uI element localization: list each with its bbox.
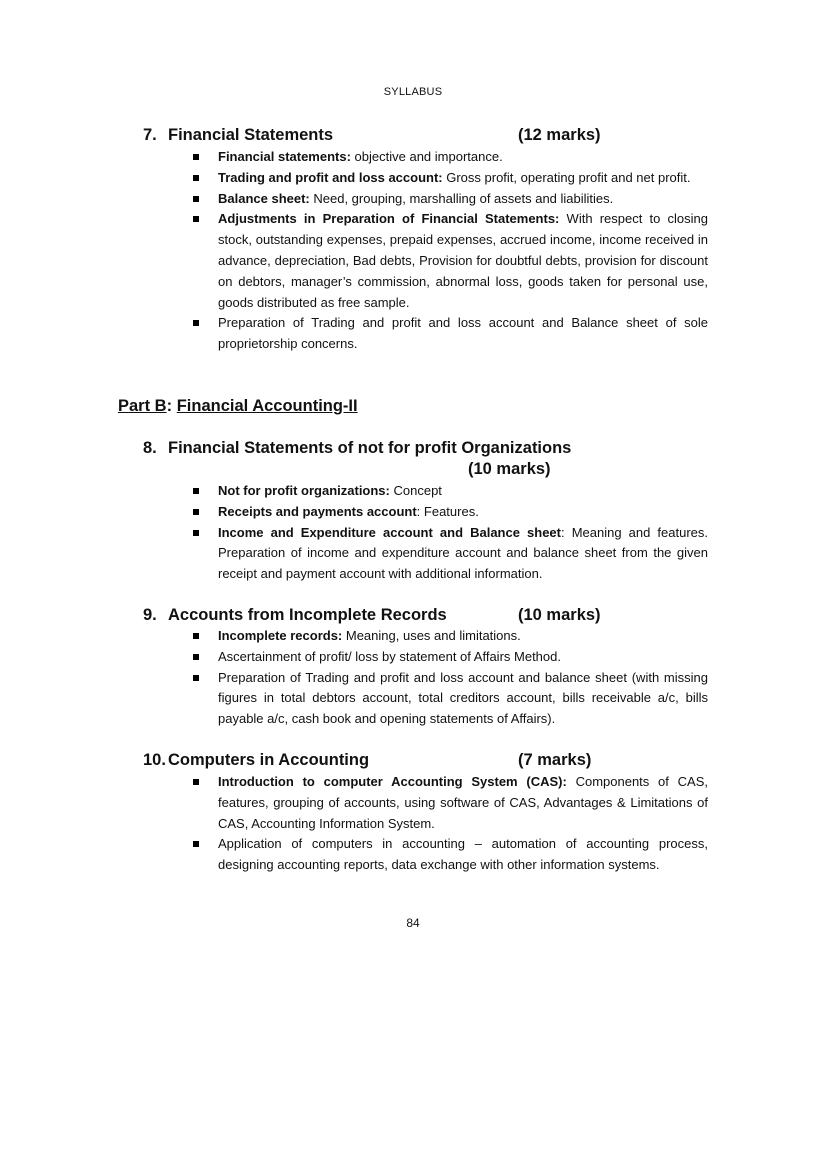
page-number: 84 [406,916,420,930]
part-title: Financial Accounting-II [176,397,358,415]
list-item: Introduction to computer Accounting System (CAS): Components of CAS, features, grouping of accounts, using software of CAS, Advantages & Limitations of CAS, Accounting Information System. [218,772,708,834]
list-item: Income and Expenditure account and Balance sheet: Meaning and features. Preparation of income and expenditure account and balance sheet from the given receipt and payment account with additional information. [218,523,708,585]
list-item: Adjustments in Preparation of Financial Statements: With respect to closing stock, outstanding expenses, prepaid expenses, accrued income, income received in advance, depreciation, Bad debts, Provision for doubtful debts, provision for discount on debtors, manager’s commission, abnormal loss, goods taken for personal use, goods distributed as free sample. [218,209,708,313]
list-item: Financial statements: objective and importance. [218,147,708,168]
list-item: Preparation of Trading and profit and loss account and balance sheet (with missing figures in total debtors account, total creditors account, bills receivable a/c, bills payable a/c, cash book and opening statements of Affairs). [218,668,708,730]
section-title: Computers in Accounting [168,751,370,769]
list-item: Balance sheet: Need, grouping, marshalling of assets and liabilities. [218,189,708,210]
section-10-list [218,772,708,876]
part-label: Part B [118,397,167,415]
section-title: Financial Statements [168,126,334,144]
page-header: SYLLABUS [383,86,443,98]
part-separator: : [166,397,177,415]
section-8-marks: (10 marks) [468,460,551,478]
section-title: Financial Statements of not for profit Organizations [168,439,572,457]
list-item: Application of computers in accounting – automation of accounting process, designing accounting reports, data exchange with other information systems. [218,834,708,876]
section-10-heading [143,751,369,770]
list-item: Receipts and payments account: Features. [218,502,708,523]
list-item: Trading and profit and loss account: Gross profit, operating profit and net profit. [218,168,708,189]
list-item: Preparation of Trading and profit and loss account and Balance sheet of sole proprietorship concerns. [218,313,708,355]
section-number: 7. [143,126,157,144]
section-10-marks: (7 marks) [518,751,592,769]
section-9-list [218,626,708,730]
section-7-list [218,147,708,355]
section-8-heading [143,439,571,458]
section-9-heading [143,606,447,625]
section-7-marks: (12 marks) [518,126,601,144]
list-item: Incomplete records: Meaning, uses and limitations. [218,626,708,647]
section-9-marks: (10 marks) [518,606,601,624]
part-b-heading [118,397,358,416]
list-item: Not for profit organizations: Concept [218,481,708,502]
list-item: Ascertainment of profit/ loss by statement of Affairs Method. [218,647,708,668]
section-7-heading [143,126,333,145]
section-number: 9. [143,606,157,624]
section-number: 10. [143,751,166,769]
section-number: 8. [143,439,157,457]
section-8-list [218,481,708,585]
section-title: Accounts from Incomplete Records [168,606,447,624]
